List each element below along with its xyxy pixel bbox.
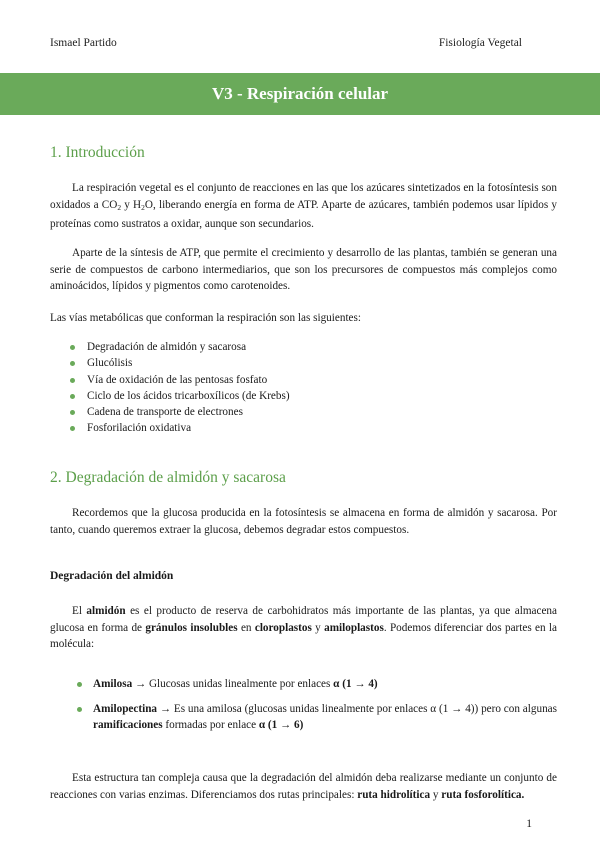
list-item: Glucólisis	[70, 355, 290, 371]
section-heading-degradacion: 2. Degradación de almidón y sacarosa	[50, 469, 286, 486]
starch-parts-list	[78, 676, 557, 734]
list-item: Vía de oxidación de las pentosas fosfato	[70, 372, 290, 388]
page-title: V3 - Respiración celular	[211, 84, 389, 103]
degradation-paragraph-2: Esta estructura tan compleja causa que la degradación del almidón deba realizarse mediante un conjunto de reacciones con varias enzimas. Diferenciamos dos rutas principales: ruta hidrolítica y ruta fosforolítica.	[50, 772, 557, 801]
subheading-degradacion-almidon: Degradación del almidón	[50, 570, 174, 582]
list-item: Degradación de almidón y sacarosa	[70, 339, 290, 355]
list-item-amilosa: Amilosa → Glucosas unidas linealmente por enlaces α (1 → 4)	[78, 676, 557, 693]
starch-paragraph: El almidón es el producto de reserva de carbohidratos más importante de las plantas, ya que almacena glucosa en forma de gránulos insolubles en cloroplastos y amiloplastos. Podemos diferenciar dos partes en la molécula:	[50, 605, 557, 650]
list-item: Ciclo de los ácidos tricarboxílicos (de Krebs)	[70, 388, 290, 404]
page-number: 1	[526, 818, 532, 830]
header-subject: Fisiología Vegetal	[438, 37, 522, 49]
header-author: Ismael Partido	[50, 37, 117, 49]
list-item: Cadena de transporte de electrones	[70, 404, 290, 420]
pathways-list	[70, 339, 290, 437]
intro-paragraph-1: La respiración vegetal es el conjunto de reacciones en las que los azúcares sintetizados en la fotosíntesis son oxidados a $CO_2$ y $H_2O$, liberando energía en forma de ATP. Aparte de azúcares, también podemos usar lípidos y proteínas como sustratos a oxidar, aunque son secundarios.	[50, 182, 557, 230]
list-item: Fosforilación oxidativa	[70, 420, 290, 436]
section-heading-introduccion: 1. Introducción	[50, 144, 145, 161]
title-banner	[0, 73, 600, 115]
intro-paragraph-3: Las vías metabólicas que conforman la respiración son las siguientes:	[50, 312, 361, 324]
list-item-amilopectina: Amilopectina → Es una amilosa (glucosas unidas linealmente por enlaces α (1 → 4)) pero con algunas ramificaciones formadas por enlace α (1 → 6)	[78, 701, 557, 734]
intro-paragraph-2: Aparte de la síntesis de ATP, que permite el crecimiento y desarrollo de las plantas, también se generan una serie de compuestos de carbono intermediarios, que son los precursores de compuestos más complejos como aminoácidos, lípidos y pigmentos como carotenoides.	[50, 247, 557, 292]
degradation-paragraph-1: Recordemos que la glucosa producida en la fotosíntesis se almacena en forma de almidón y sacarosa. Por tanto, cuando queremos extraer la glucosa, debemos degradar estos compuestos.	[50, 507, 557, 536]
